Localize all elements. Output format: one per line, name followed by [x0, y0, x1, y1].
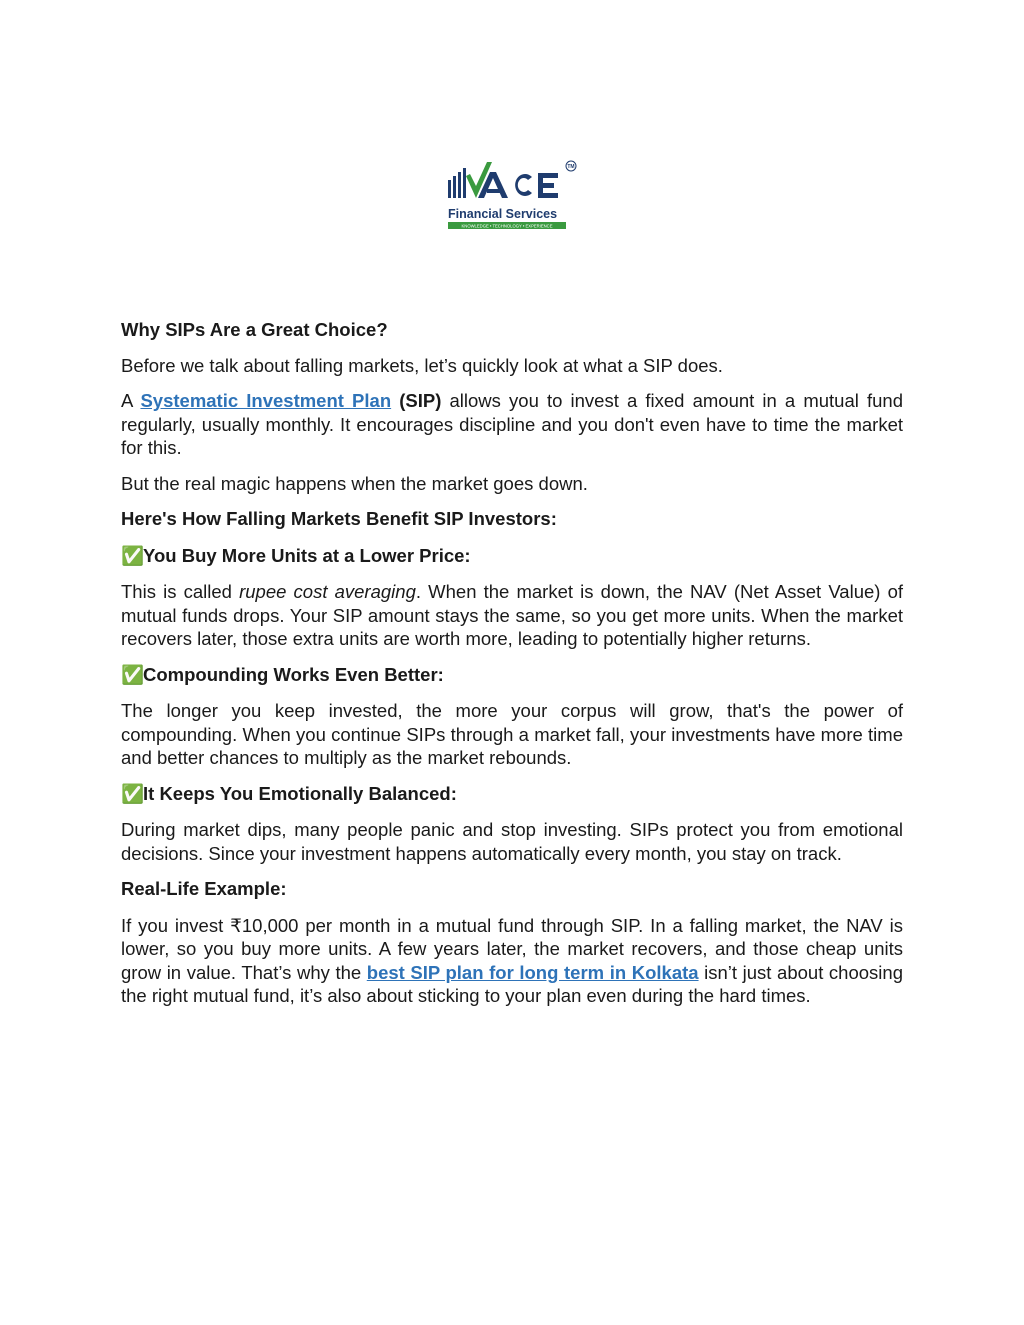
paragraph-compounding: The longer you keep invested, the more your corpus will grow, that's the power of compounding. When you continue SIPs through a market fall, your investments have more time and better chances to multiply as the market rebounds. [121, 700, 903, 768]
article-body [121, 318, 903, 1020]
heading-benefits: Here's How Falling Markets Benefit SIP Investors: [121, 508, 557, 529]
subheading-text: Compounding Works Even Better: [143, 663, 444, 685]
subheading-buy-more-units [121, 544, 903, 568]
sip-description: allows you to invest a fixed amount in a mutual fund regularly, usually monthly. It encourages discipline and you don't even have to time the market for this. [121, 390, 903, 458]
logo-subtitle: Financial Services [448, 207, 558, 221]
text-run: If you invest ₹10,000 per month in a mutual fund through SIP. In a falling market, the NAV is lower, so you buy more units. A few years later, the market recovers, and those cheap units grow in value. That’s why the [121, 914, 903, 983]
systematic-investment-plan-link[interactable]: Systematic Investment Plan [140, 390, 392, 411]
text-run: isn’t just about choosing the right mutual fund, it’s also about sticking to your plan even during the hard times. [121, 961, 903, 1006]
check-mark-icon: ✅ [121, 544, 145, 566]
term-rupee-cost-averaging: rupee cost averaging [239, 581, 416, 602]
paragraph-intro: Before we talk about falling markets, let’s quickly look at what a SIP does. [121, 354, 723, 376]
subheading-emotionally-balanced [121, 782, 903, 806]
paragraph-emotional: During market dips, many people panic and stop investing. SIPs protect you from emotional decisions. Since your investment happens automatically every month, you stay on track. [121, 819, 903, 864]
paragraph-rupee-cost-averaging [121, 580, 903, 651]
check-mark-icon: ✅ [121, 782, 145, 804]
ace-logo-graphic [446, 158, 578, 238]
paragraph-example [121, 914, 903, 1008]
logo-tagline: KNOWLEDGE • TECHNOLOGY • EXPERIENCE [461, 223, 553, 229]
subheading-text: It Keeps You Emotionally Balanced: [143, 782, 457, 804]
sip-abbreviation: (SIP) [391, 390, 442, 411]
check-mark-icon: ✅ [121, 663, 145, 685]
paragraph-sip-definition [121, 389, 903, 460]
ace-logo [446, 158, 578, 238]
paragraph-magic: But the real magic happens when the market goes down. [121, 472, 588, 494]
heading-why-sips: Why SIPs Are a Great Choice? [121, 319, 388, 340]
heading-real-life-example: Real-Life Example: [121, 878, 287, 899]
text-run: This is called [121, 581, 240, 602]
subheading-compounding [121, 663, 903, 687]
sip-prefix: A [121, 390, 141, 411]
best-sip-plan-link[interactable]: best SIP plan for long term in Kolkata [366, 961, 699, 983]
subheading-text: You Buy More Units at a Lower Price: [143, 544, 471, 566]
text-run: . When the market is down, the NAV (Net Asset Value) of mutual funds drops. Your SIP amount stays the same, so you get more units. When the market recovers later, those extra units are worth more, leading to potentially higher returns. [121, 581, 903, 649]
trademark-mark: TM [567, 164, 575, 170]
